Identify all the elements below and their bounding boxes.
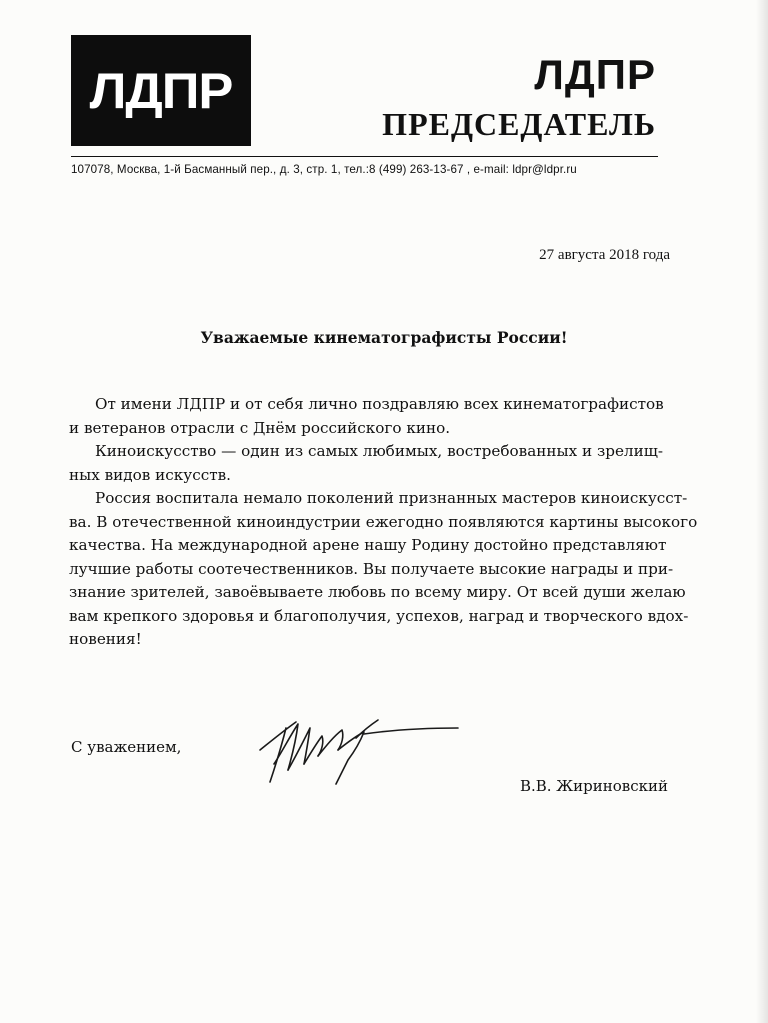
handwritten-signature xyxy=(252,698,472,808)
letterhead-address: 107078, Москва, 1-й Басманный пер., д. 3, стр. 1, тел.:8 (499) 263-13-67 , e-mail: ldpr@ldpr.ru xyxy=(71,163,577,176)
body-line: знание зрителей, завоёвываете любовь по всему миру. От всей души желаю xyxy=(69,583,686,601)
body-line: и ветеранов отрасли с Днём российского кино. xyxy=(69,418,451,437)
body-line: качества. На международной арене нашу Родину достойно представляют xyxy=(69,536,667,554)
letter-greeting: Уважаемые кинематографисты России! xyxy=(200,328,568,347)
scan-page-edge xyxy=(756,0,768,1023)
org-name: ЛДПР xyxy=(534,51,656,98)
signer-name: В.В. Жириновский xyxy=(519,777,668,795)
body-line: лучшие работы соотечественников. Вы получаете высокие награды и при- xyxy=(69,559,674,578)
org-role: ПРЕДСЕДАТЕЛЬ xyxy=(382,106,656,142)
letter-closing: С уважением, xyxy=(71,738,182,756)
party-logo xyxy=(71,35,251,146)
body-line: Киноискусство — один из самых любимых, востребованных и зрелищ- xyxy=(95,442,663,460)
header-divider xyxy=(71,156,658,157)
body-line-text: От имени ЛДПР и от себя лично поздравляю всех кинематографистов xyxy=(95,395,664,413)
body-line: ных видов искусств. xyxy=(69,465,231,484)
body-line: новения! xyxy=(69,630,142,648)
body-line: Россия воспитала немало поколений признанных мастеров киноискусст- xyxy=(95,489,688,507)
letter-date: 27 августа 2018 года xyxy=(539,247,670,263)
letter-body xyxy=(69,393,698,652)
body-line: ва. В отечественной киноиндустрии ежегодно появляются картины высокого xyxy=(69,512,698,531)
body-line xyxy=(69,393,689,417)
logo-text: ЛДПР xyxy=(89,62,233,119)
body-line: вам крепкого здоровья и благополучия, успехов, наград и творческого вдох- xyxy=(69,606,689,625)
